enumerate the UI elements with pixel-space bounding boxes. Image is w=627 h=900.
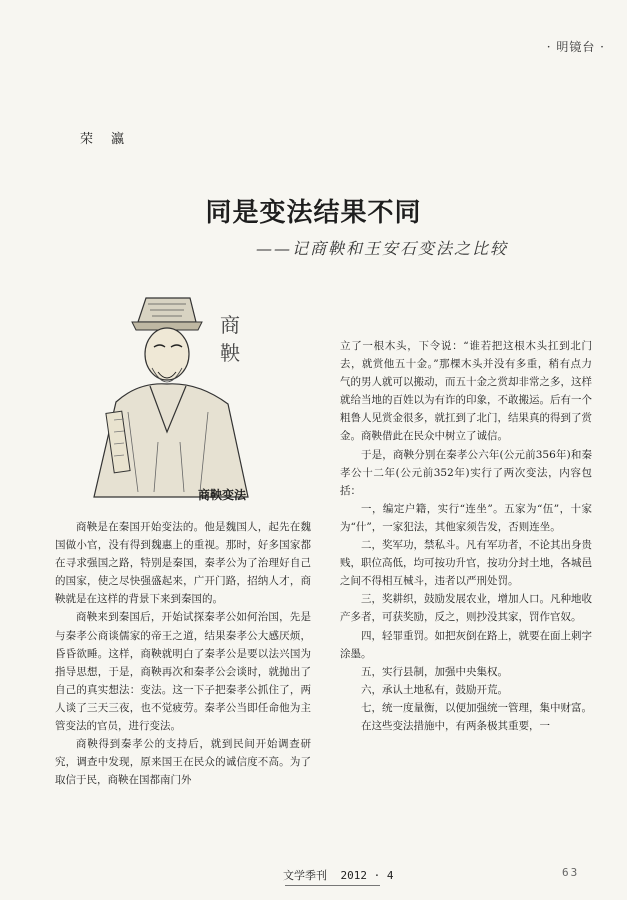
svg-text:鞅: 鞅 [220,341,240,365]
illustration-calligraphy: 商 [220,313,240,337]
shang-yang-illustration [88,292,258,502]
article-title: 同是变法结果不同 [205,198,422,228]
paragraph: 商鞅得到秦孝公的支持后，就到民间开始调查研究，调查中发现，原来国王在民众的诚信度不高。为了取信于民，商鞅在国都南门外 [55,738,311,787]
article-subtitle: ——记商鞅和王安石变法之比较 [256,239,509,258]
paragraph: 二，奖军功，禁私斗。凡有军功者，不论其出身贵贱，职位高低，均可按功升官，按功分封土地，各城邑之间不得相互械斗，违者以严刑处罚。 [340,539,592,588]
paragraph: 一，编定户籍，实行“连坐”。五家为“伍”，十家为“什”，一家犯法，其他家须告发，否则连坐。 [340,502,592,533]
section-tag: · 明镜台 · [546,40,605,54]
paragraph: 立了一根木头，下令说：“谁若把这根木头扛到北门去，就赏他五十金。”那棵木头并没有多重，稍有点力气的男人就可以搬动，而五十金之赏却非常之多，这样就给当地的百姓以为有诈的印象，不敢搬运。后有一个粗鲁人见赏金很多，就扛到了北门，结果真的得到了赏金。商鞅借此在民众中树立了诚信。 [340,340,592,443]
paragraph: 六，承认土地私有，鼓励开荒。 [361,683,508,696]
author-name: 荣瀛 [80,132,143,147]
paragraph: 三，奖耕织，鼓励发展农业，增加人口。凡种地收产多者，可获奖励，反之，则抄没其家，罚作官奴。 [340,593,592,624]
paragraph: 五，实行县制，加强中央集权。 [361,665,508,678]
paragraph: 在这些变法措施中，有两条极其重要，一 [361,719,550,732]
paragraph: 四，轻罪重罚。如把灰倒在路上，就要在面上刺字涂墨。 [340,629,592,660]
journal-name: 文学季刊 [283,869,327,882]
paragraph: 商鞅是在秦国开始变法的。他是魏国人，起先在魏国做小官，没有得到魏惠上的重视。那时，好多国家都在寻求强国之路，特别是秦国，秦孝公为了治理好自己的国家，使之尽快强盛起来，广开门路，招纳人才，商鞅就是在这样的背景下来到秦国的。 [55,521,311,606]
paragraph: 于是，商鞅分别在秦孝公六年(公元前356年)和秦孝公十二年(公元前352年)实行了两次变法，内容包括： [340,448,592,497]
footer-rule [285,885,380,886]
issue-number: 2012 · 4 [340,869,394,882]
page-number: 63 [562,866,580,879]
paragraph: 七，统一度量衡，以便加强统一管理，集中财富。 [361,701,592,714]
figure-caption: 商鞅变法 [198,488,247,502]
left-column [55,518,311,789]
right-column [340,337,592,735]
paragraph: 商鞅来到秦国后，开始试探秦孝公如何治国，先是与秦孝公商谈儒家的帝王之道，结果秦孝公大感厌烦，昏昏欲睡。这样，商鞅就明白了秦孝公是要以法兴国为指导思想，于是，商鞅再次和秦孝公会谈时，就抛出了自己的真实想法：变法。这一下子把秦孝公抓住了，两人谈了三天三夜，也不觉疲劳。秦孝公当即任命他为主管变法的官员，进行变法。 [55,611,311,733]
footer [283,867,393,883]
